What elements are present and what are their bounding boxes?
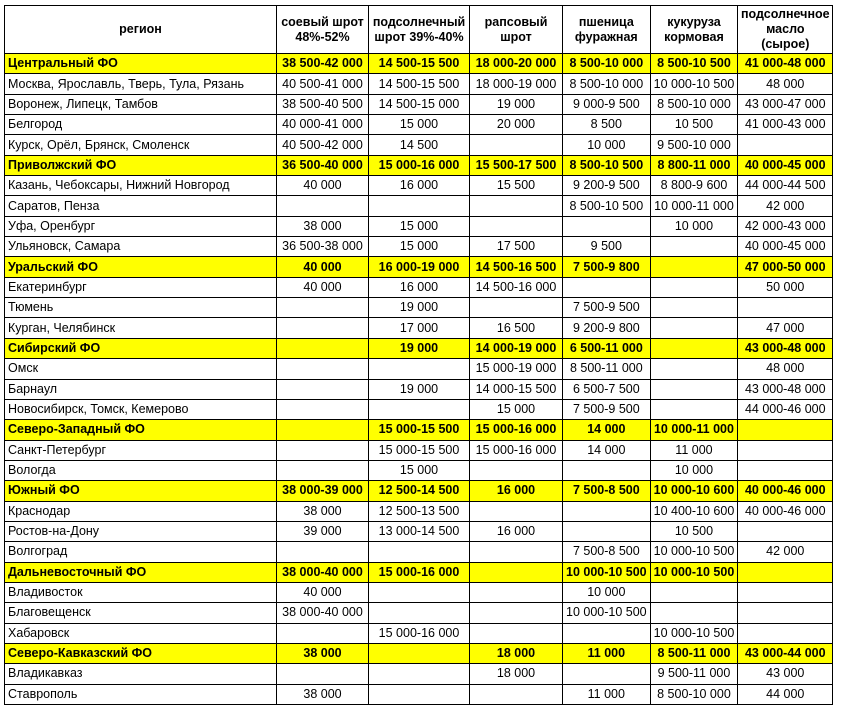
cell-sunflower-meal (369, 542, 470, 562)
cell-feed-wheat: 14 000 (563, 440, 651, 460)
table-row (5, 176, 833, 196)
cell-feed-wheat: 6 500-7 500 (563, 379, 651, 399)
cell-region: Владивосток (5, 582, 277, 602)
table-row (5, 359, 833, 379)
table-row (5, 664, 833, 684)
cell-sunflower-oil: 44 000 (738, 684, 833, 704)
cell-sunflower-oil: 43 000-48 000 (738, 379, 833, 399)
district-row (5, 481, 833, 501)
cell-region: Северо-Западный ФО (5, 420, 277, 440)
cell-soy-meal (277, 440, 369, 460)
cell-region: Омск (5, 359, 277, 379)
cell-soy-meal (277, 542, 369, 562)
cell-sunflower-oil: 42 000 (738, 196, 833, 216)
cell-sunflower-oil (738, 135, 833, 155)
cell-feed-corn: 8 800-11 000 (650, 155, 738, 175)
cell-feed-wheat (563, 521, 651, 541)
cell-sunflower-meal (369, 582, 470, 602)
cell-soy-meal: 38 000 (277, 216, 369, 236)
cell-soy-meal (277, 379, 369, 399)
cell-feed-corn: 10 000 (650, 460, 738, 480)
cell-feed-wheat: 8 500 (563, 115, 651, 135)
cell-sunflower-oil: 40 000-46 000 (738, 481, 833, 501)
cell-sunflower-oil: 44 000-46 000 (738, 399, 833, 419)
cell-rapeseed-meal (470, 562, 563, 582)
cell-region: Санкт-Петербург (5, 440, 277, 460)
cell-soy-meal: 38 000 (277, 643, 369, 663)
cell-sunflower-oil: 48 000 (738, 74, 833, 94)
cell-region: Северо-Кавказский ФО (5, 643, 277, 663)
table-row (5, 542, 833, 562)
header-feed-wheat: пшеница фуражная (563, 6, 651, 54)
cell-feed-wheat: 7 500-8 500 (563, 542, 651, 562)
cell-sunflower-oil (738, 440, 833, 460)
cell-region: Москва, Ярославль, Тверь, Тула, Рязань (5, 74, 277, 94)
cell-soy-meal: 38 000-40 000 (277, 562, 369, 582)
cell-feed-corn (650, 399, 738, 419)
cell-sunflower-oil (738, 603, 833, 623)
table-row (5, 115, 833, 135)
cell-sunflower-oil (738, 582, 833, 602)
cell-rapeseed-meal (470, 623, 563, 643)
cell-soy-meal (277, 399, 369, 419)
cell-feed-corn: 8 800-9 600 (650, 176, 738, 196)
cell-feed-corn (650, 257, 738, 277)
cell-sunflower-meal: 19 000 (369, 338, 470, 358)
cell-feed-wheat: 9 000-9 500 (563, 94, 651, 114)
cell-region: Курск, Орёл, Брянск, Смоленск (5, 135, 277, 155)
cell-sunflower-meal: 15 000 (369, 237, 470, 257)
cell-soy-meal (277, 460, 369, 480)
cell-feed-wheat: 8 500-10 500 (563, 196, 651, 216)
header-sunflower-meal: подсолнечный шрот 39%-40% (369, 6, 470, 54)
cell-sunflower-meal: 15 000-15 500 (369, 440, 470, 460)
cell-region: Новосибирск, Томск, Кемерово (5, 399, 277, 419)
cell-feed-wheat (563, 623, 651, 643)
cell-feed-corn: 10 000-10 500 (650, 623, 738, 643)
cell-sunflower-oil: 41 000-48 000 (738, 54, 833, 74)
cell-soy-meal: 36 500-38 000 (277, 237, 369, 257)
table-row (5, 277, 833, 297)
cell-region: Казань, Чебоксары, Нижний Новгород (5, 176, 277, 196)
cell-soy-meal (277, 623, 369, 643)
cell-feed-wheat (563, 216, 651, 236)
cell-rapeseed-meal (470, 542, 563, 562)
cell-feed-wheat (563, 501, 651, 521)
cell-rapeseed-meal (470, 196, 563, 216)
cell-sunflower-oil (738, 298, 833, 318)
cell-sunflower-meal: 15 000-16 000 (369, 562, 470, 582)
cell-sunflower-oil: 43 000 (738, 664, 833, 684)
cell-rapeseed-meal: 15 000-16 000 (470, 420, 563, 440)
cell-region: Хабаровск (5, 623, 277, 643)
cell-sunflower-meal: 13 000-14 500 (369, 521, 470, 541)
table-row (5, 298, 833, 318)
cell-region: Вологда (5, 460, 277, 480)
cell-sunflower-meal (369, 643, 470, 663)
cell-soy-meal: 38 000 (277, 684, 369, 704)
cell-feed-corn (650, 582, 738, 602)
cell-region: Курган, Челябинск (5, 318, 277, 338)
cell-feed-corn (650, 359, 738, 379)
cell-soy-meal: 40 500-41 000 (277, 74, 369, 94)
header-feed-corn: кукуруза кормовая (650, 6, 738, 54)
cell-soy-meal: 38 500-42 000 (277, 54, 369, 74)
cell-soy-meal: 40 000 (277, 582, 369, 602)
cell-soy-meal: 40 000 (277, 257, 369, 277)
cell-soy-meal: 40 500-42 000 (277, 135, 369, 155)
cell-region: Волгоград (5, 542, 277, 562)
cell-feed-corn: 10 000 (650, 216, 738, 236)
cell-sunflower-oil: 41 000-43 000 (738, 115, 833, 135)
district-row (5, 54, 833, 74)
cell-rapeseed-meal: 15 500 (470, 176, 563, 196)
header-soy-meal: соевый шрот 48%-52% (277, 6, 369, 54)
table-row (5, 440, 833, 460)
cell-feed-wheat: 8 500-10 000 (563, 74, 651, 94)
cell-feed-wheat: 9 500 (563, 237, 651, 257)
cell-rapeseed-meal: 18 000-19 000 (470, 74, 563, 94)
table-row (5, 318, 833, 338)
table-row (5, 684, 833, 704)
cell-feed-corn: 9 500-11 000 (650, 664, 738, 684)
cell-sunflower-oil (738, 623, 833, 643)
cell-feed-corn: 10 500 (650, 115, 738, 135)
cell-feed-corn (650, 318, 738, 338)
table-body (5, 54, 833, 705)
cell-rapeseed-meal: 18 000-20 000 (470, 54, 563, 74)
table-row (5, 74, 833, 94)
cell-soy-meal: 40 000 (277, 176, 369, 196)
cell-region: Краснодар (5, 501, 277, 521)
cell-rapeseed-meal: 14 000-19 000 (470, 338, 563, 358)
table-row (5, 501, 833, 521)
table-row (5, 237, 833, 257)
cell-sunflower-meal: 15 000 (369, 460, 470, 480)
cell-soy-meal (277, 318, 369, 338)
cell-region: Тюмень (5, 298, 277, 318)
cell-feed-corn: 10 400-10 600 (650, 501, 738, 521)
cell-sunflower-oil (738, 460, 833, 480)
cell-sunflower-oil: 48 000 (738, 359, 833, 379)
cell-rapeseed-meal: 15 500-17 500 (470, 155, 563, 175)
cell-sunflower-oil (738, 420, 833, 440)
cell-rapeseed-meal: 17 500 (470, 237, 563, 257)
cell-sunflower-meal: 12 500-13 500 (369, 501, 470, 521)
cell-feed-corn (650, 298, 738, 318)
cell-region: Уральский ФО (5, 257, 277, 277)
cell-sunflower-oil: 44 000-44 500 (738, 176, 833, 196)
table-row (5, 399, 833, 419)
cell-sunflower-meal: 16 000-19 000 (369, 257, 470, 277)
cell-feed-wheat: 7 500-8 500 (563, 481, 651, 501)
cell-soy-meal: 38 000 (277, 501, 369, 521)
cell-region: Уфа, Оренбург (5, 216, 277, 236)
cell-rapeseed-meal (470, 460, 563, 480)
cell-rapeseed-meal (470, 135, 563, 155)
cell-rapeseed-meal (470, 216, 563, 236)
cell-sunflower-oil: 43 000-48 000 (738, 338, 833, 358)
cell-region: Южный ФО (5, 481, 277, 501)
table-row (5, 94, 833, 114)
cell-region: Ульяновск, Самара (5, 237, 277, 257)
cell-sunflower-oil: 47 000-50 000 (738, 257, 833, 277)
cell-feed-corn: 10 000-10 600 (650, 481, 738, 501)
cell-rapeseed-meal: 15 000-16 000 (470, 440, 563, 460)
cell-feed-wheat (563, 460, 651, 480)
cell-feed-corn (650, 277, 738, 297)
cell-sunflower-meal: 15 000-15 500 (369, 420, 470, 440)
cell-rapeseed-meal: 18 000 (470, 643, 563, 663)
cell-feed-corn (650, 603, 738, 623)
cell-sunflower-meal: 16 000 (369, 277, 470, 297)
cell-feed-wheat (563, 664, 651, 684)
cell-feed-corn: 8 500-10 000 (650, 94, 738, 114)
cell-soy-meal (277, 420, 369, 440)
cell-rapeseed-meal: 15 000-19 000 (470, 359, 563, 379)
cell-feed-wheat: 10 000 (563, 135, 651, 155)
table-row (5, 135, 833, 155)
cell-feed-wheat: 6 500-11 000 (563, 338, 651, 358)
header-sunflower-oil: подсолнечное масло (сырое) (738, 6, 833, 54)
header-row (5, 6, 833, 54)
cell-feed-wheat: 8 500-11 000 (563, 359, 651, 379)
district-row (5, 562, 833, 582)
header-rapeseed-meal: рапсовый шрот (470, 6, 563, 54)
cell-feed-corn: 10 000-10 500 (650, 542, 738, 562)
cell-region: Белгород (5, 115, 277, 135)
cell-sunflower-meal: 15 000 (369, 115, 470, 135)
cell-soy-meal: 38 500-40 500 (277, 94, 369, 114)
cell-feed-corn: 8 500-10 000 (650, 684, 738, 704)
cell-sunflower-meal: 14 500-15 500 (369, 54, 470, 74)
cell-region: Екатеринбург (5, 277, 277, 297)
district-row (5, 420, 833, 440)
cell-sunflower-meal: 19 000 (369, 379, 470, 399)
cell-sunflower-meal: 14 500-15 500 (369, 74, 470, 94)
cell-region: Приволжский ФО (5, 155, 277, 175)
cell-sunflower-meal (369, 399, 470, 419)
district-row (5, 155, 833, 175)
table-row (5, 196, 833, 216)
cell-region: Ростов-на-Дону (5, 521, 277, 541)
cell-region: Ставрополь (5, 684, 277, 704)
cell-feed-wheat: 9 200-9 500 (563, 176, 651, 196)
cell-feed-wheat (563, 277, 651, 297)
cell-rapeseed-meal: 19 000 (470, 94, 563, 114)
table-row (5, 460, 833, 480)
cell-soy-meal: 38 000-39 000 (277, 481, 369, 501)
cell-feed-wheat: 11 000 (563, 643, 651, 663)
cell-feed-corn (650, 379, 738, 399)
cell-feed-wheat: 8 500-10 000 (563, 54, 651, 74)
cell-sunflower-oil (738, 521, 833, 541)
cell-feed-corn: 10 000-11 000 (650, 420, 738, 440)
district-row (5, 338, 833, 358)
cell-feed-corn: 10 500 (650, 521, 738, 541)
cell-feed-wheat: 7 500-9 500 (563, 399, 651, 419)
cell-soy-meal (277, 196, 369, 216)
cell-sunflower-meal: 19 000 (369, 298, 470, 318)
cell-sunflower-meal: 15 000-16 000 (369, 155, 470, 175)
cell-rapeseed-meal: 16 000 (470, 481, 563, 501)
district-row (5, 257, 833, 277)
cell-rapeseed-meal: 16 000 (470, 521, 563, 541)
price-table (4, 5, 833, 705)
cell-feed-wheat: 14 000 (563, 420, 651, 440)
cell-sunflower-oil: 40 000-45 000 (738, 155, 833, 175)
cell-sunflower-oil: 40 000-45 000 (738, 237, 833, 257)
table-row (5, 379, 833, 399)
cell-sunflower-meal (369, 603, 470, 623)
cell-sunflower-meal: 14 500-15 000 (369, 94, 470, 114)
cell-rapeseed-meal (470, 684, 563, 704)
cell-feed-wheat: 7 500-9 800 (563, 257, 651, 277)
cell-sunflower-meal: 14 500 (369, 135, 470, 155)
cell-feed-corn (650, 338, 738, 358)
table-row (5, 582, 833, 602)
cell-sunflower-meal: 12 500-14 500 (369, 481, 470, 501)
cell-soy-meal (277, 298, 369, 318)
cell-region: Центральный ФО (5, 54, 277, 74)
cell-rapeseed-meal: 20 000 (470, 115, 563, 135)
cell-rapeseed-meal: 14 500-16 000 (470, 277, 563, 297)
cell-sunflower-oil: 47 000 (738, 318, 833, 338)
cell-rapeseed-meal (470, 603, 563, 623)
cell-sunflower-oil: 42 000 (738, 542, 833, 562)
cell-rapeseed-meal: 15 000 (470, 399, 563, 419)
cell-sunflower-meal: 15 000-16 000 (369, 623, 470, 643)
cell-soy-meal (277, 664, 369, 684)
cell-soy-meal: 40 000-41 000 (277, 115, 369, 135)
cell-sunflower-oil (738, 562, 833, 582)
cell-rapeseed-meal: 16 500 (470, 318, 563, 338)
cell-sunflower-oil: 42 000-43 000 (738, 216, 833, 236)
cell-soy-meal (277, 359, 369, 379)
cell-sunflower-meal: 15 000 (369, 216, 470, 236)
district-row (5, 643, 833, 663)
cell-region: Саратов, Пенза (5, 196, 277, 216)
cell-region: Воронеж, Липецк, Тамбов (5, 94, 277, 114)
cell-feed-corn: 10 000-10 500 (650, 74, 738, 94)
cell-rapeseed-meal (470, 298, 563, 318)
cell-feed-wheat: 10 000-10 500 (563, 562, 651, 582)
cell-sunflower-oil: 40 000-46 000 (738, 501, 833, 521)
cell-feed-wheat: 11 000 (563, 684, 651, 704)
cell-sunflower-meal: 17 000 (369, 318, 470, 338)
cell-sunflower-oil: 43 000-47 000 (738, 94, 833, 114)
cell-feed-corn: 9 500-10 000 (650, 135, 738, 155)
cell-soy-meal: 38 000-40 000 (277, 603, 369, 623)
cell-feed-corn: 11 000 (650, 440, 738, 460)
table-row (5, 521, 833, 541)
cell-sunflower-meal (369, 684, 470, 704)
cell-sunflower-oil: 43 000-44 000 (738, 643, 833, 663)
cell-region: Дальневосточный ФО (5, 562, 277, 582)
cell-sunflower-meal: 16 000 (369, 176, 470, 196)
cell-feed-corn: 8 500-10 500 (650, 54, 738, 74)
cell-feed-wheat: 7 500-9 500 (563, 298, 651, 318)
cell-feed-corn (650, 237, 738, 257)
cell-soy-meal: 36 500-40 000 (277, 155, 369, 175)
cell-rapeseed-meal (470, 501, 563, 521)
cell-feed-wheat: 10 000-10 500 (563, 603, 651, 623)
cell-sunflower-meal (369, 664, 470, 684)
cell-region: Владикавказ (5, 664, 277, 684)
cell-sunflower-oil: 50 000 (738, 277, 833, 297)
cell-rapeseed-meal: 14 000-15 500 (470, 379, 563, 399)
cell-feed-wheat: 9 200-9 800 (563, 318, 651, 338)
table-row (5, 216, 833, 236)
cell-region: Барнаул (5, 379, 277, 399)
cell-feed-wheat: 8 500-10 500 (563, 155, 651, 175)
cell-region: Благовещенск (5, 603, 277, 623)
cell-sunflower-meal (369, 359, 470, 379)
cell-feed-corn: 8 500-11 000 (650, 643, 738, 663)
cell-feed-corn: 10 000-10 500 (650, 562, 738, 582)
cell-rapeseed-meal: 18 000 (470, 664, 563, 684)
cell-rapeseed-meal (470, 582, 563, 602)
cell-feed-corn: 10 000-11 000 (650, 196, 738, 216)
cell-sunflower-meal (369, 196, 470, 216)
table-row (5, 603, 833, 623)
table-row (5, 623, 833, 643)
cell-region: Сибирский ФО (5, 338, 277, 358)
cell-rapeseed-meal: 14 500-16 500 (470, 257, 563, 277)
cell-soy-meal (277, 338, 369, 358)
cell-soy-meal: 40 000 (277, 277, 369, 297)
cell-feed-wheat: 10 000 (563, 582, 651, 602)
cell-soy-meal: 39 000 (277, 521, 369, 541)
header-region: регион (5, 6, 277, 54)
